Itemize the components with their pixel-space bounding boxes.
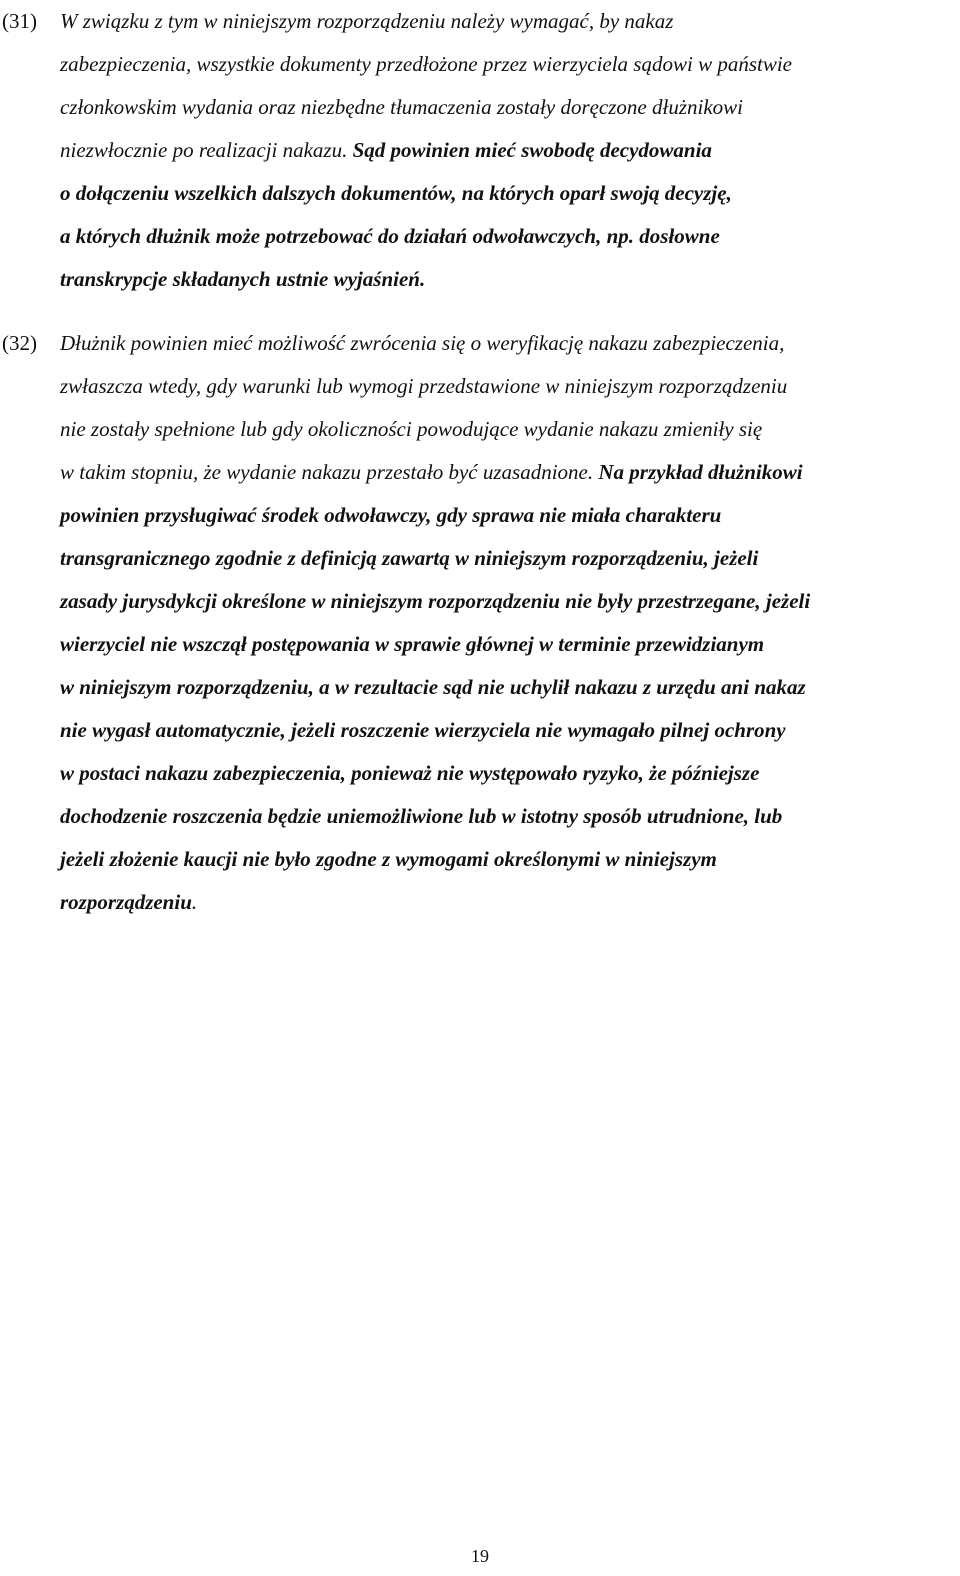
text-segment: członkowskim wydania oraz niezbędne tłumaczenia zostały doręczone dłużnikowi [60,95,744,119]
text-segment: zabezpieczenia, wszystkie dokumenty przedłożone przez wierzyciela sądowi w państwie [60,52,792,76]
text-line [60,408,955,451]
text-line [60,537,955,580]
text-segment: Dłużnik powinien mieć możliwość zwrócenia się o weryfikację nakazu zabezpieczenia, [60,331,785,355]
text-segment: nie zostały spełnione lub gdy okoliczności powodujące wydanie nakazu zmieniły się [60,417,763,441]
text-segment: w takim stopniu, że wydanie nakazu przestało być uzasadnione. [60,460,599,484]
text-segment-bold: nie wygasł automatycznie, jeżeli roszczenie wierzyciela nie wymagało pilnej ochrony [60,718,786,742]
text-segment-bold: powinien przysługiwać środek odwoławczy, gdy sprawa nie miała charakteru [60,503,722,527]
text-segment: . [191,890,198,914]
text-line [60,451,955,494]
text-segment-bold: transkrypcje składanych ustnie wyjaśnień. [60,267,426,291]
text-line [60,172,955,215]
text-line [60,795,955,838]
text-line [60,0,955,43]
recital-number: (31) [2,9,37,33]
recital-text [60,0,955,301]
text-segment-bold: wierzyciel nie wszczął postępowania w sprawie głównej w terminie przewidzianym [60,632,765,656]
text-segment-bold: jeżeli złożenie kaucji nie było zgodne z wymogami określonymi w niniejszym [60,847,717,871]
page-number: 19 [471,1546,489,1566]
text-line [60,580,955,623]
text-line [60,322,955,365]
text-segment-bold: a których dłużnik może potrzebować do działań odwoławczych, np. dosłowne [60,224,720,248]
text-segment-bold: Na przykład dłużnikowi [598,460,803,484]
text-line [60,258,955,301]
text-line [60,709,955,752]
text-line [60,86,955,129]
text-line [60,43,955,86]
text-segment-bold: rozporządzeniu [60,890,192,914]
text-segment-bold: o dołączeniu wszelkich dalszych dokumentów, na których oparł swoją decyzję, [60,181,732,205]
text-segment-bold: dochodzenie roszczenia będzie uniemożliwione lub w istotny sposób utrudnione, lub [60,804,783,828]
text-line [60,666,955,709]
text-segment-bold: w niniejszym rozporządzeniu, a w rezultacie sąd nie uchylił nakazu z urzędu ani nakaz [60,675,806,699]
text-line [60,752,955,795]
text-line [60,838,955,881]
text-segment: zwłaszcza wtedy, gdy warunki lub wymogi przedstawione w niniejszym rozporządzeniu [60,374,788,398]
text-segment-bold: w postaci nakazu zabezpieczenia, ponieważ nie występowało ryzyko, że późniejsze [60,761,760,785]
text-line [60,215,955,258]
text-line [60,623,955,666]
text-segment: niezwłocznie po realizacji nakazu. [60,138,353,162]
text-line [60,129,955,172]
text-segment-bold: Sąd powinien mieć swobodę decydowania [352,138,712,162]
text-line [60,494,955,537]
text-segment-bold: zasady jurysdykcji określone w niniejszym rozporządzeniu nie były przestrzegane, jeżeli [60,589,811,613]
recital-number: (32) [2,331,37,355]
text-line [60,881,955,924]
text-segment-bold: transgranicznego zgodnie z definicją zawartą w niniejszym rozporządzeniu, jeżeli [60,546,759,570]
text-segment: W związku z tym w niniejszym rozporządzeniu należy wymagać, by nakaz [60,9,674,33]
text-line [60,365,955,408]
recital-text [60,322,955,924]
